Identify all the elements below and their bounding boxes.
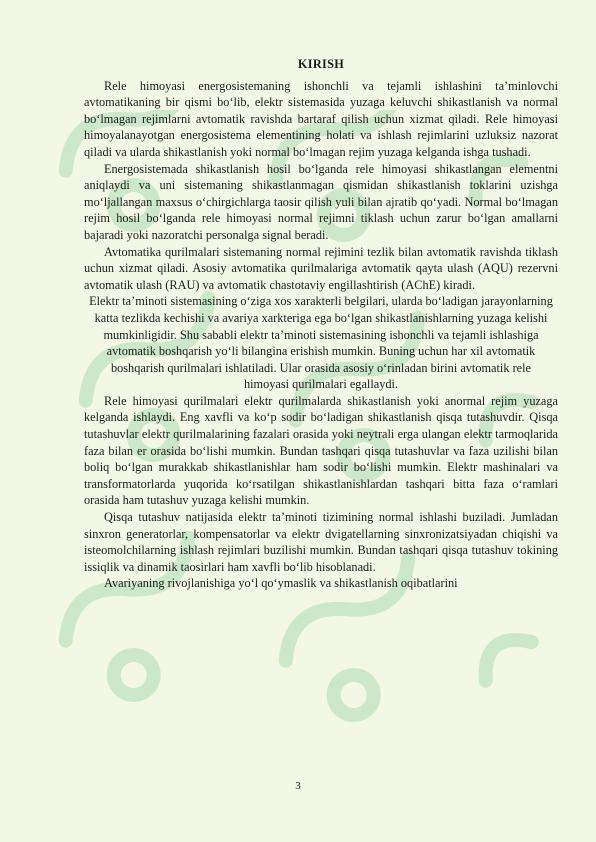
- section-title: KIRISH: [297, 57, 345, 71]
- watermark-shape: [473, 627, 532, 681]
- paragraph: Energosistemada shikastlanish hosil boʻlganda rele himoyasi shikastlangan elementni aniqlaydi va uni sistemaning shikastlanmagan qismidan shikastlanish toklarini uzishga moʻljallangan maxsus oʻchirgichlarga taosir qilish yuli bilan ajratib qoʻyadi. Normal boʻlmagan rejim hosil boʻlganda rele himoyasi normal rejimni tiklash uchun zarur boʻlgan amallarni bajaradi yoki nazoratchi personalga signal beradi.: [84, 161, 558, 242]
- paragraph: Avariyaning rivojlanishiga yoʻl qoʻymaslik va shikastlanish oqibatlarini: [104, 576, 458, 591]
- paragraph: Qisqa tutashuv natijasida elektr taʼminoti tizimining normal ishlashi buziladi. Jumladan sinxron generatorlar, kompensatorlar va elektr dvigatellarning sinxronizatsiyadan chiqishi va isteomolchilarning ishlash rejimlari buzilishi mumkin. Bundan tashqari qisqa tutashuv tokining issiqlik va dinamik taosirlari ham xavfli boʻlib hisoblanadi.: [84, 510, 558, 574]
- document-body: [84, 56, 558, 592]
- centered-paragraph: Elektr taʼminoti sistemasining oʻziga xos xarakterli belgilari, ularda boʻladigan jarayonlarning katta tezlikda kechishi va avariya xarkteriga ega boʻlgan shikastlanishlarning yuzaga kelishi mumkinligidir. Shu sababli elektr taʼminoti sistemasining ishonchli va tejamli ishlashiga avtomatik boshqarish yoʻli bilangina erishish mumkin. Buning uchun har xil avtomatik boshqarish qurilmalari ishlatiladi. Ular orasida asosiy oʻrinladan birini avtomatik rele himoyasi qurilmalari egallaydi.: [89, 294, 553, 392]
- paragraph: Rele himoyasi qurilmalari elektr qurilmalarda shikastlanish yoki anormal rejim yuzaga kelganda ishlaydi. Eng xavfli va koʻp sodir boʻladigan shikastlanish qisqa tutashuvdir. Qisqa tutashuvlar elektr qurilmalarining fazalari orasida yoki neytrali erga ulangan elektr tarmoqlarida faza bilan er orasida boʻlishi mumkin. Bundan tashqari qisqa tutashuvlar va faza uzilishi bilan boliq boʻlgan murakkab shikastlanishlar ham sodir boʻlishi mumkin. Elektr mashinalari va transformatorlarda yuqorida koʻrsatilgan shikastlanishlardan tashqari bitta faza oʻramlari orasida ham tutashuv yuzaga kelishi mumkin.: [84, 393, 558, 508]
- page-number: 3: [295, 780, 301, 792]
- paragraph: Rele himoyasi energosistemaning ishonchli va tejamli ishlashini taʼminlovchi avtomatikaning bir qismi boʻlib, elektr sistemasida yuzaga keluvchi shikastlanish va normal boʻlmagan rejimlarni avtomatik ravishda bartaraf qilish uchun xizmat qiladi. Rele himoyasi himoyalanayotgan energosistema elementining holati va ishlash rejimlarini uzluksiz nazorat qiladi va ularda shikastlanish yoki normal boʻlmagan rejim yuzaga kelganda ishga tushadi.: [84, 78, 558, 159]
- paragraph: Avtomatika qurilmalari sistemaning normal rejimini tezlik bilan avtomatik ravishda tiklash uchun xizmat qiladi. Asosiy avtomatika qurilmalariga avtomatik qayta ulash (AQU) rezervni avtomatik ulash (RAU) va avtomatik chastotaviy engillashtirish (AChE) kiradi.: [84, 244, 558, 292]
